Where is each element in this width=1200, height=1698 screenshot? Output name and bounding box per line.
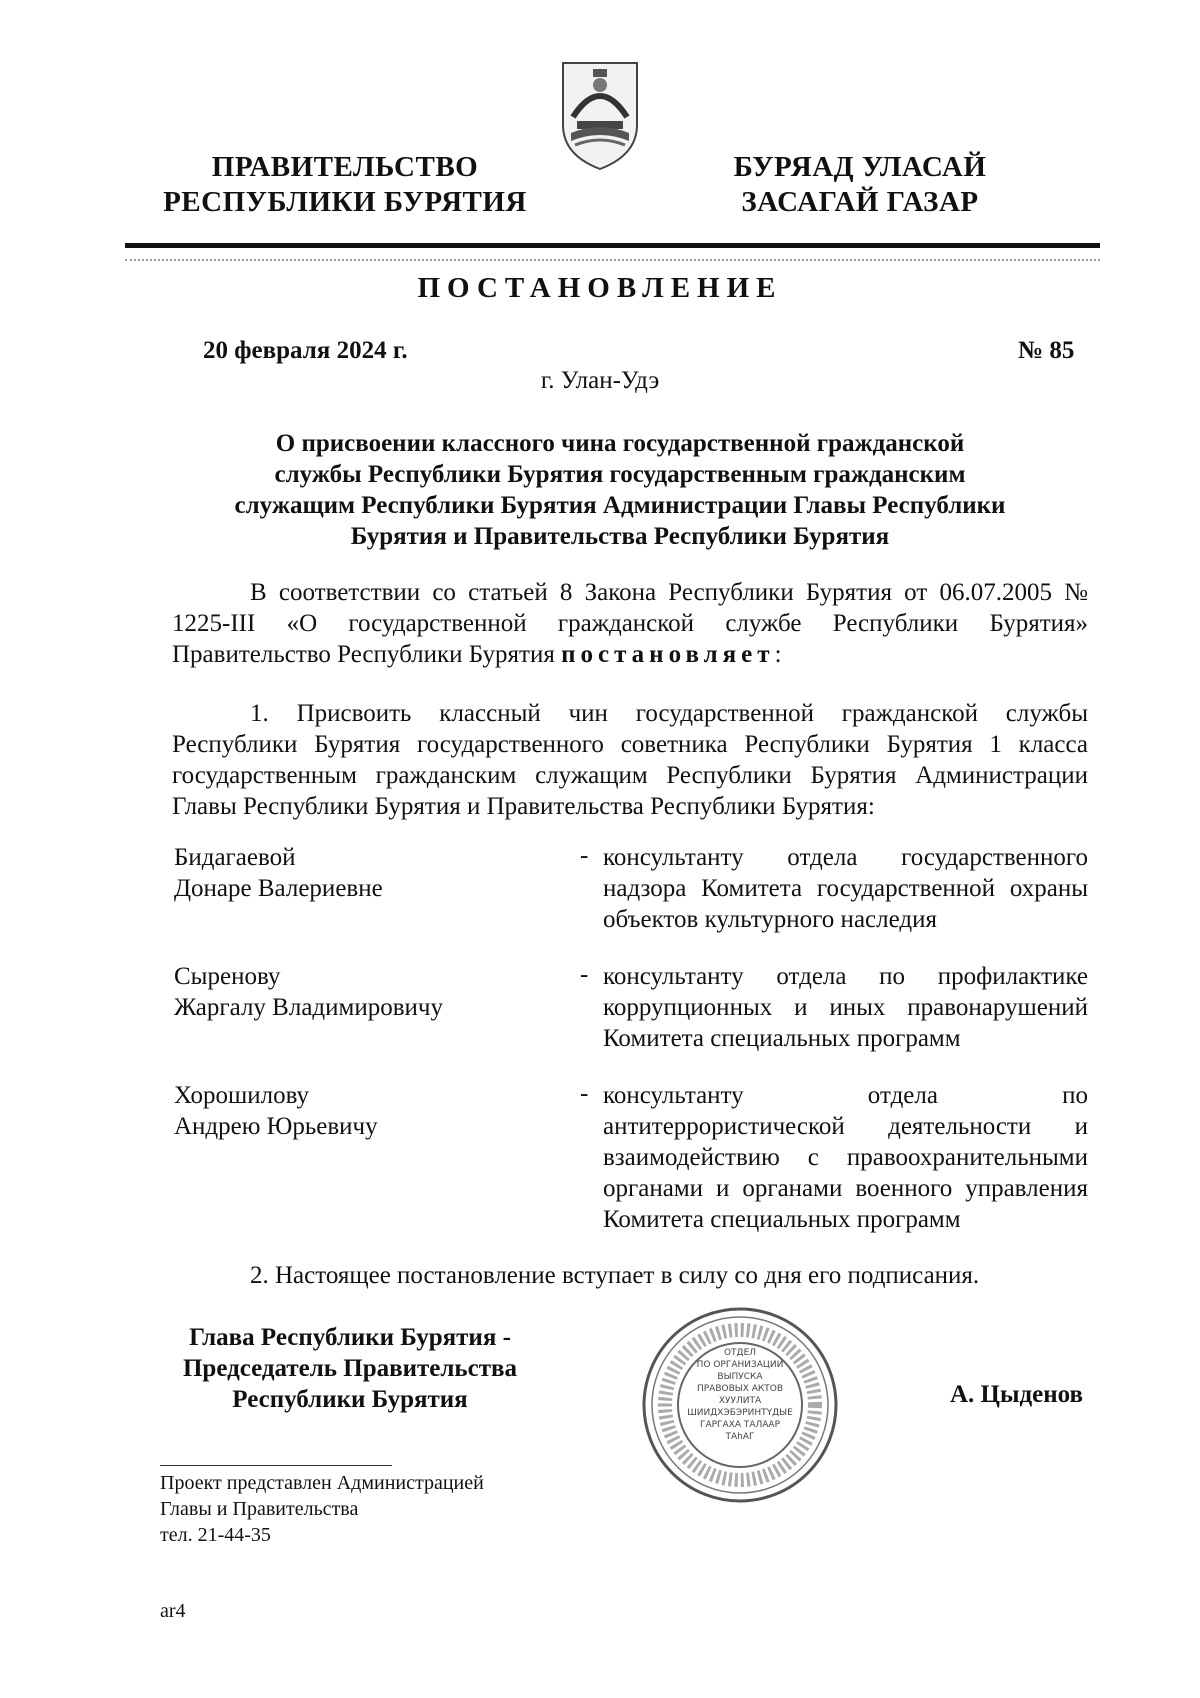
seal-line-2: ПО ОРГАНИЗАЦИИ (696, 1360, 784, 1370)
seal-line-3: ВЫПУСКА (717, 1372, 763, 1382)
header-right-line1: БУРЯАД УЛАСАЙ (733, 151, 987, 183)
seal-line-5: ХУУЛИТА (718, 1396, 762, 1406)
preamble-end: : (774, 641, 782, 668)
person-3-dash: - (580, 1080, 589, 1107)
document-type: ПОСТАНОВЛЕНИЕ (417, 272, 783, 304)
person-3-surname: Хорошилову (174, 1082, 310, 1109)
seal-line-4: ПРАВОВЫХ АКТОВ (696, 1384, 784, 1394)
signatory-title (150, 1322, 550, 1415)
seal-center-text (680, 1347, 800, 1443)
person-2-given: Жаргалу Владимировичу (174, 994, 443, 1021)
person-3-given: Андрею Юрьевичу (174, 1113, 378, 1140)
header-rule (125, 243, 1100, 248)
seal-line-6: ШИИДХЭБЭРИНТҮДЫЕ (687, 1408, 793, 1418)
footer-rule (160, 1465, 392, 1466)
signatory-title-line2: Председатель Правительства (182, 1355, 518, 1382)
preamble-emphasis: постановляет (561, 641, 775, 668)
person-3-position: консультанту отдела по антитеррористической деятельности и взаимодействию с правоохранительными органами и органами военного управления Комитета специальных программ (603, 1082, 1088, 1233)
signatory-title-line1: Глава Республики Бурятия - (189, 1324, 511, 1351)
preamble (172, 577, 1088, 670)
document-date: 20 февраля 2024 г. (203, 337, 408, 364)
footer-line-2: Главы и Правительства (160, 1498, 359, 1520)
footer-line-3: тел. 21-44-35 (160, 1524, 271, 1546)
document-subject: О присвоении классного чина государственной гражданской службы Республики Бурятия государственным гражданским служащим Республики Бурятия Администрации Главы Республики Бурятия и Правительства Республики Бурятия (234, 430, 1006, 550)
header-left-line2: РЕСПУБЛИКИ БУРЯТИЯ (163, 186, 527, 218)
signatory-title-line3: Республики Бурятия (232, 1386, 468, 1413)
person-2-position: консультанту отдела по профилактике коррупционных и иных правонарушений Комитета специальных программ (603, 963, 1088, 1052)
person-2-surname: Сыренову (174, 963, 281, 990)
footer-note (160, 1470, 484, 1548)
header-left-line1: ПРАВИТЕЛЬСТВО (211, 151, 479, 183)
header-dotted-rule (125, 259, 1100, 261)
document-city: г. Улан-Удэ (540, 367, 660, 394)
header-right-line2: ЗАСАГАЙ ГАЗАР (741, 186, 979, 218)
seal-line-8: ТАһАГ (725, 1432, 755, 1442)
header-left (150, 150, 540, 220)
clause-1: 1. Присвоить классный чин государственной гражданской службы Республики Бурятия государственного советника Республики Бурятия 1 класса государственным гражданским служащим Республики Бурятия Администрации Главы Республики Бурятия и Правительства Республики Бурятия: (172, 700, 1088, 820)
seal-line-7: ГАРГАХА ТАЛААР (699, 1420, 781, 1430)
preamble-text: В соответствии со статьей 8 Закона Республики Бурятия от 06.07.2005 № 1225-III «О государственной гражданской службе Республики Бурятия» Правительство Республики Бурятия (172, 579, 1088, 668)
person-1-dash: - (580, 842, 589, 869)
person-1-given: Донаре Валериевне (174, 875, 383, 902)
person-1-surname: Бидагаевой (174, 844, 296, 871)
person-1-position: консультанту отдела государственного надзора Комитета государственной охраны объектов культурного наследия (603, 844, 1088, 933)
person-3-name (174, 1080, 378, 1142)
coat-of-arms-icon (555, 55, 645, 173)
person-2-name (174, 961, 443, 1023)
seal-line-1: ОТДЕЛ (723, 1348, 757, 1358)
person-1-name (174, 842, 383, 904)
footer-code: ar4 (160, 1600, 186, 1622)
footer-line-1: Проект представлен Администрацией (160, 1472, 484, 1494)
person-2-dash: - (580, 961, 589, 988)
signatory-name: А. Цыденов (950, 1381, 1084, 1408)
header-right (680, 150, 1040, 220)
document-number: № 85 (1018, 337, 1075, 364)
clause-2: 2. Настоящее постановление вступает в силу со дня его подписания. (250, 1262, 980, 1289)
